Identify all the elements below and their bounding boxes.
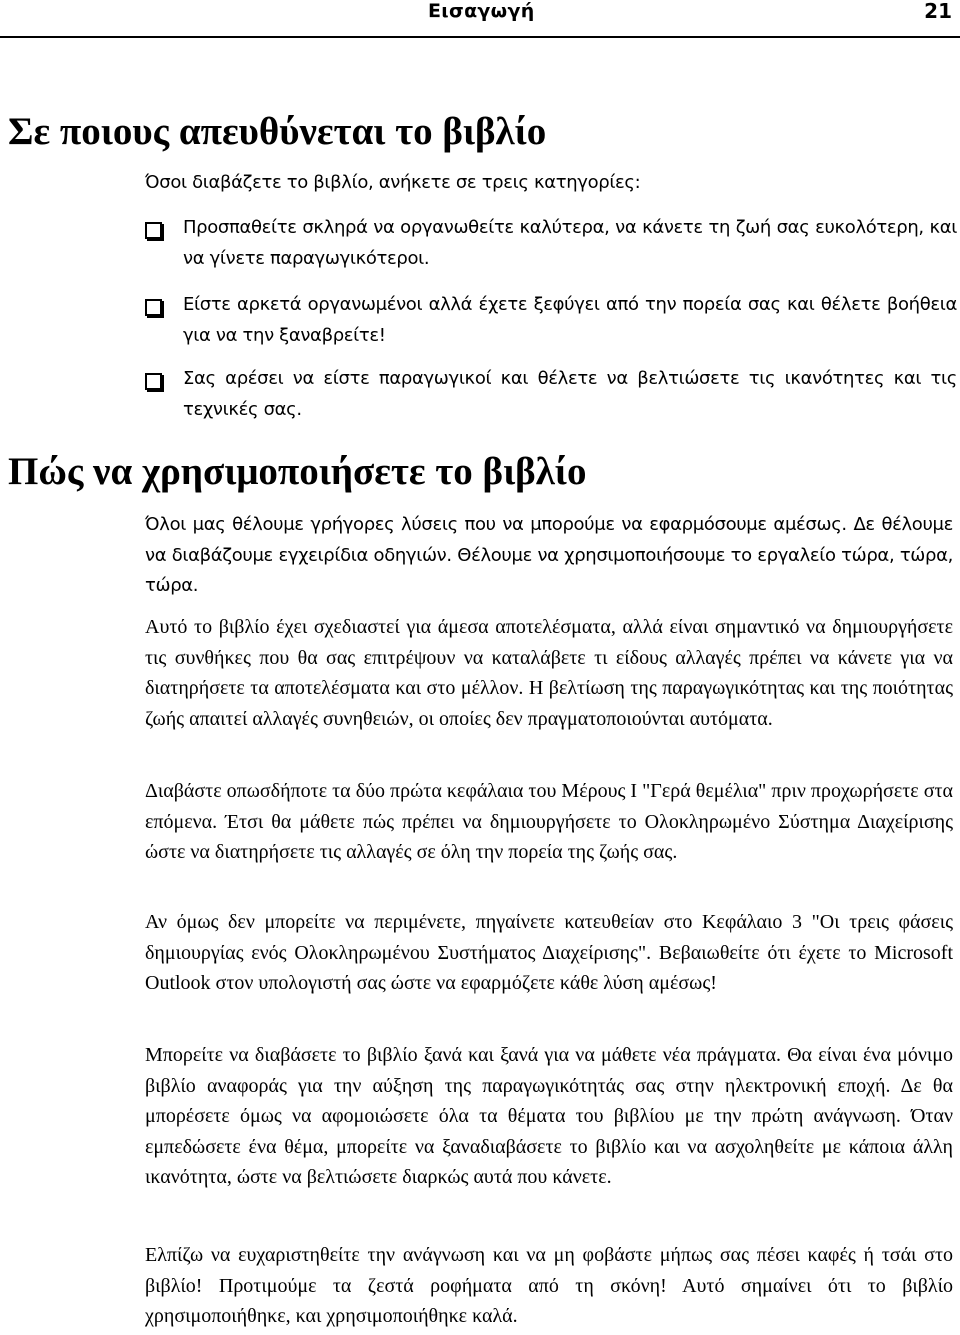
checkbox-bullet-icon (145, 222, 162, 239)
page-number: 21 (924, 0, 952, 23)
bullet-text: Σας αρέσει να είστε παραγωγικοί και θέλετε να βελτιώσετε τις ικανότητες και τις τεχνικές σας. (183, 368, 957, 420)
checkbox-bullet-icon (145, 373, 162, 390)
bullet-text: Προσπαθείτε σκληρά να οργανωθείτε καλύτερα, να κάνετε τη ζωή σας ευκολότερη, και να γίνετε παραγωγικότεροι. (183, 217, 957, 269)
body-paragraph: Αν όμως δεν μπορείτε να περιμένετε, πηγαίνετε κατευθείαν στο Κεφάλαιο 3 "Οι τρεις φάσεις δημιουργίας ενός Ολοκληρωμένου Συστήματος Διαχείρισης". Βεβαιωθείτε ότι έχετε το Microsoft Outlook στον υπολογιστή σας ώστε να εφαρμόζετε κάθε λύση αμέσως! (145, 911, 953, 995)
body-paragraph: Διαβάστε οπωσδήποτε τα δύο πρώτα κεφάλαια του Μέρους Ι "Γερά θεμέλια" πριν προχωρήσετε στα επόμενα. Έτσι θα μάθετε πώς πρέπει να δημιουργήσετε το Ολοκληρωμένο Σύστημα Διαχείρισης ώστε να διατηρήσετε τις αλλαγές σε όλη την πορεία της ζωής σας. (145, 780, 953, 864)
checkbox-bullet-icon (145, 299, 162, 316)
section-heading-usage: Πώς να χρησιμοποιήσετε το βιβλίο (8, 450, 587, 493)
running-title: Εισαγωγή (428, 0, 535, 22)
page-header (0, 0, 960, 38)
body-paragraph: Αυτό το βιβλίο έχει σχεδιαστεί για άμεσα αποτελέσματα, αλλά είναι σημαντικό να δημιουργήσετε τις συνθήκες που θα σας επιτρέψουν να καταλάβετε τι είδους αλλαγές πρέπει να κάνετε για να διατηρήσετε τα αποτελέσματα και στο μέλλον. Η βελτίωση της παραγωγικότητας και της ποιότητας ζωής απαιτεί αλλαγές συνηθειών, οι οποίες δεν πραγματοποιούνται αυτόματα. (145, 616, 953, 730)
body-paragraph: Ελπίζω να ευχαριστηθείτε την ανάγνωση και να μη φοβάστε μήπως σας πέσει καφές ή τσάι στο βιβλίο! Προτιμούμε τα ζεστά ροφήματα από τη σκόνη! Αυτό σημαίνει ότι το βιβλίο χρησιμοποιήθηκε, και χρησιμοποιήθηκε καλά. (145, 1244, 953, 1328)
section-heading-audience: Σε ποιους απευθύνεται το βιβλίο (8, 110, 547, 153)
usage-intro: Όλοι μας θέλουμε γρήγορες λύσεις που να μπορούμε να εφαρμόσουμε αμέσως. Δε θέλουμε να διαβάζουμε εγχειρίδια οδηγιών. Θέλουμε να χρησιμοποιήσουμε το εργαλείο τώρα, τώρα, τώρα. (145, 514, 953, 596)
body-paragraph: Μπορείτε να διαβάσετε το βιβλίο ξανά και ξανά για να μάθετε νέα πράγματα. Θα είναι ένα μόνιμο βιβλίο αναφοράς για την αύξηση της παραγωγικότητάς σας στην ηλεκτρονική εποχή. Δε θα μπορέσετε όμως να αφομοιώσετε όλα τα θέματα του βιβλίου με την πρώτη ανάγνωση. Όταν εμπεδώσετε ένα θέμα, μπορείτε να ξαναδιαβάσετε το βιβλίο και να ασχοληθείτε με κάποια άλλη ικανότητα, ώστε να βελτιώσετε διαρκώς αυτά που κάνετε. (145, 1044, 953, 1189)
bullet-text: Είστε αρκετά οργανωμένοι αλλά έχετε ξεφύγει από την πορεία σας και θέλετε βοήθεια για να την ξαναβρείτε! (183, 294, 957, 346)
audience-intro: Όσοι διαβάζετε το βιβλίο, ανήκετε σε τρεις κατηγορίες: (145, 172, 641, 193)
